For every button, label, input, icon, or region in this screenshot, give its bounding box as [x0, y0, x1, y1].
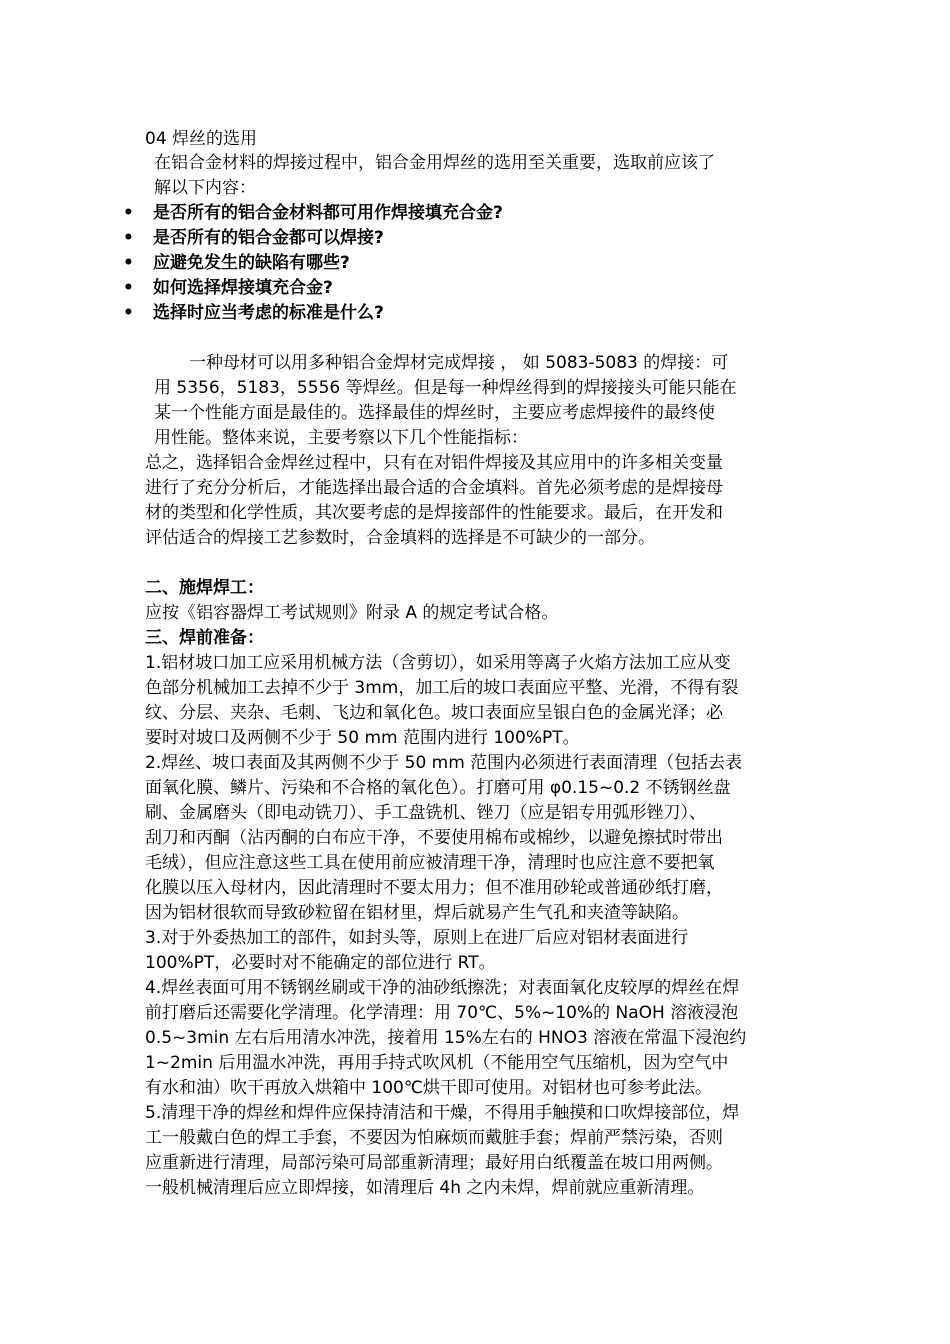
paragraph-line: 100%PT，必要时对不能确定的部位进行 RT。: [145, 953, 496, 973]
intro-line: 在铝合金材料的焊接过程中，铝合金用焊丝的选用至关重要，选取前应该了: [154, 153, 715, 173]
bullet-icon: •: [123, 228, 134, 248]
paragraph-line: 要时对坡口及两侧不少于 50 mm 范围内进行 100%PT。: [145, 728, 580, 748]
section-heading-welding-wire: 04 焊丝的选用: [145, 129, 258, 149]
paragraph-line: 色部分机械加工去掉不少于 3mm，加工后的坡口表面应平整、光滑，不得有裂: [145, 678, 739, 698]
section-heading-welder: 二、施焊焊工：: [145, 578, 264, 598]
bullet-icon: •: [123, 203, 134, 223]
intro-line: 解以下内容：: [154, 178, 256, 198]
bullet-icon: •: [123, 278, 134, 298]
paragraph-line: 前打磨后还需要化学清理。化学清理：用 70℃、5%~10%的 NaOH 溶液浸泡: [145, 1003, 739, 1023]
paragraph-line: 材的类型和化学性质，其次要考虑的是焊接部件的性能要求。最后，在开发和: [145, 503, 723, 523]
paragraph-line: 因为铝材很软而导致砂粒留在铝材里，焊后就易产生气孔和夹渣等缺陷。: [145, 903, 689, 923]
paragraph-line: 总之，选择铝合金焊丝过程中，只有在对铝件焊接及其应用中的许多相关变量: [145, 453, 723, 473]
bullet-icon: •: [123, 303, 134, 323]
paragraph-line: 4.焊丝表面可用不锈钢丝刷或干净的油砂纸擦洗；对表面氧化皮较厚的焊丝在焊: [145, 978, 740, 998]
paragraph-line: 化膜以压入母材内，因此清理时不要太用力；但不准用砂轮或普通砂纸打磨，: [145, 878, 723, 898]
paragraph-line: 毛绒），但应注意这些工具在使用前应被清理干净，清理时也应注意不要把氧: [145, 853, 715, 873]
paragraph-line: 工一般戴白色的焊工手套，不要因为怕麻烦而戴脏手套；焊前严禁污染，否则: [145, 1128, 723, 1148]
bullet-icon: •: [123, 253, 134, 273]
paragraph-line: 进行了充分分析后，才能选择出最合适的合金填料。首先必须考虑的是焊接母: [145, 478, 723, 498]
paragraph-line: 5.清理干净的焊丝和焊件应保持清洁和干燥，不得用手触摸和口吹焊接部位，焊: [145, 1103, 740, 1123]
paragraph-line: 有水和油）吹干再放入烘箱中 100℃烘干即可使用。对铝材也可参考此法。: [145, 1078, 712, 1098]
paragraph-line: 用性能。整体来说，主要考察以下几个性能指标：: [154, 428, 528, 448]
paragraph-line: 3.对于外委热加工的部件，如封头等，原则上在进厂后应对铝材表面进行: [145, 928, 689, 948]
paragraph-line: 某一个性能方面是最佳的。选择最佳的焊丝时，主要应考虑焊接件的最终使: [154, 403, 715, 423]
paragraph-line: 一种母材可以用多种铝合金焊材完成焊接 ， 如 5083-5083 的焊接：可: [189, 353, 729, 373]
paragraph-line: 面氧化膜、鳞片、污染和不合格的氧化色）。打磨可用 φ0.15~0.2 不锈钢丝盘: [145, 778, 731, 798]
question-text: 应避免发生的缺陷有哪些?: [153, 253, 350, 273]
paragraph-line: 1~2min 后用温水冲洗，再用手持式吹风机（不能用空气压缩机，因为空气中: [145, 1053, 729, 1073]
paragraph-line: 0.5~3min 左右后用清水冲洗，接着用 15%左右的 HNO3 溶液在常温下浸泡约: [145, 1028, 747, 1048]
paragraph-line: 一般机械清理后应立即焊接，如清理后 4h 之内未焊，焊前就应重新清理。: [145, 1178, 705, 1198]
question-text: 选择时应当考虑的标准是什么?: [153, 303, 384, 323]
paragraph-line: 纹、分层、夹杂、毛刺、飞边和氧化色。坡口表面应呈银白色的金属光泽；必: [145, 703, 723, 723]
section-heading-preparation: 三、焊前准备：: [145, 628, 264, 648]
paragraph-line: 应重新进行清理，局部污染可局部重新清理；最好用白纸覆盖在坡口用两侧。: [145, 1153, 723, 1173]
paragraph-line: 刷、金属磨头（即电动铣刀）、手工盘铣机、锉刀（应是铝专用弧形锉刀）、: [145, 803, 706, 823]
question-text: 是否所有的铝合金材料都可用作焊接填充合金?: [153, 203, 503, 223]
paragraph-line: 2.焊丝、坡口表面及其两侧不少于 50 mm 范围内必须进行表面清理（包括去表: [145, 753, 743, 773]
paragraph-line: 用 5356，5183，5556 等焊丝。但是每一种焊丝得到的焊接接头可能只能在: [154, 378, 737, 398]
question-text: 是否所有的铝合金都可以焊接?: [153, 228, 384, 248]
paragraph-line: 评估适合的焊接工艺参数时，合金填料的选择是不可缺少的一部分。: [145, 528, 655, 548]
paragraph-line: 刮刀和丙酮（沾丙酮的白布应干净，不要使用棉布或棉纱，以避免擦拭时带出: [145, 828, 723, 848]
paragraph-line: 1.铝材坡口加工应采用机械方法（含剪切），如采用等离子火焰方法加工应从变: [145, 653, 731, 673]
question-text: 如何选择焊接填充合金?: [153, 278, 333, 298]
paragraph-line: 应按《铝容器焊工考试规则》附录 A 的规定考试合格。: [145, 603, 559, 623]
